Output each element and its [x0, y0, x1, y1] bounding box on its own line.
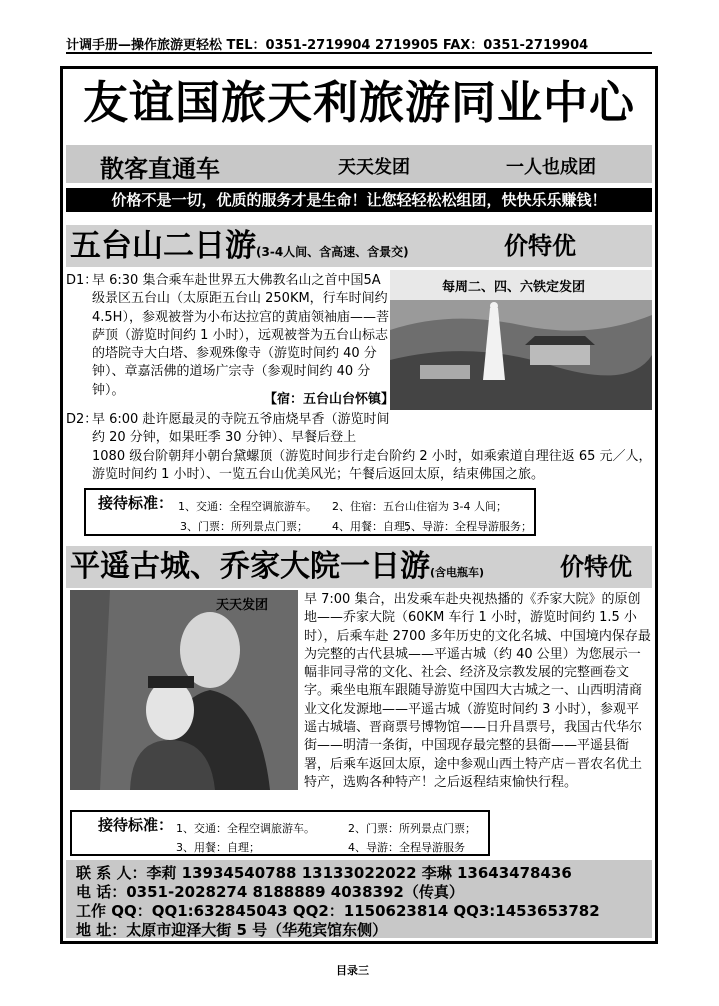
- tour1-std-item: 3、门票：所列景点门票；: [180, 520, 308, 533]
- contact-address-label: 地 址：: [76, 921, 127, 939]
- contact-phone-value: 0351-2028274 8188889 4038392（传真）: [126, 883, 464, 901]
- contact-qq-row: [76, 900, 600, 921]
- slogan-bar: 价格不是一切，优质的服务才是生命！让您轻轻松松组团，快快乐乐赚钱！: [66, 188, 652, 212]
- tour1-temple-photo: [390, 270, 652, 410]
- header-contact-line: 计调手册—操作旅游更轻松 TEL：0351-2719904 2719905 FAX：0351-2719904: [66, 34, 652, 54]
- tour2-std-item: 3、用餐：自理；: [176, 841, 260, 854]
- contact-phone-label: 电 话：: [76, 883, 127, 901]
- tour2-photo-caption: 天天发团: [216, 598, 269, 613]
- tour1-std-item: 4、用餐：自理；: [332, 520, 416, 533]
- tour1-std-item: 5、导游：全程导游服务；: [404, 520, 532, 533]
- contact-qq-label: 工作 QQ：: [76, 902, 152, 920]
- contact-person-row: [76, 862, 572, 883]
- contact-person-value: 李莉 13934540788 13133022022 李琳 13643478436: [146, 864, 572, 882]
- tour2-title-band: [66, 546, 652, 588]
- tour2-price: 价特优: [560, 553, 632, 581]
- tour1-day1-text: 早 6:30 集合乘车赴世界五大佛教名山之首中国5A 级景区五台山（太原距五台山 250KM，行车时间约 4.5H），参观被誉为小布达拉宫的黄庙领袖庙——菩萨顶（游览时间约 1 小时），远观被誉为五台山标志的塔院寺大白塔、参观殊像寺（游览时间约 40 分钟）、章嘉活佛的道场广宗寺（参观时间约 40 分钟）。: [92, 273, 389, 398]
- contact-address-value: 太原市迎泽大街 5 号（华苑宾馆东侧）: [126, 921, 388, 939]
- band-daily-departure: 天天发团: [338, 157, 410, 178]
- band-single-traveler: 一人也成团: [506, 157, 596, 178]
- tour1-standards-box: [84, 488, 536, 536]
- tour1-photo-caption: 每周二、四、六铁定发团: [442, 280, 586, 295]
- page-label: 目录三: [336, 964, 369, 977]
- tour1-day1: [66, 272, 392, 400]
- contact-block: [66, 860, 652, 938]
- tour1-std-item: 2、住宿：五台山住宿为 3-4 人间；: [332, 500, 507, 513]
- tour2-std-item: 4、导游：全程导游服务: [348, 841, 465, 854]
- service-band: [66, 145, 652, 183]
- contact-qq-value: QQ1:632845043 QQ2：1150623814 QQ3:1453653782: [151, 902, 600, 920]
- tour1-day2: [66, 411, 392, 448]
- tour1-day2-label: D2：: [66, 412, 98, 427]
- tour1-std-item: 1、交通：全程空调旅游车。: [178, 500, 317, 513]
- tour1-stay: 【宿：五台山台怀镇】: [264, 392, 395, 407]
- tour2-text: 早 7:00 集合，出发乘车赴央视热播的《乔家大院》的原创地——乔家大院（60KM 车行 1 小时，游览时间约 1.5 小时），后乘车赴 2700 多年历史的文化名城、中国境内保存最为完整的古代县城——平遥古城（约 40 公里）为您展示一幅非同寻常的文化、社会、经济及宗教发展的完整画卷文字。乘坐电瓶车跟随导游览中国四大古城之一、山西明清商业文化发源地——平遥古城（游览时间约 3 小时），参观平遥古城墙、晋商票号博物馆——日升昌票号，我国古代华尔街——明清一条街，中国现存最完整的县衙——平遥县衙署，后乘车返回太原，途中参观山西土特产店－晋农名优土特产，选购各种特产！之后返程结束愉快行程。: [304, 592, 651, 790]
- tour1-price: 价特优: [504, 232, 576, 260]
- band-direct-bus: 散客直通车: [100, 155, 220, 183]
- tour2-standards-label: 接待标准：: [98, 816, 174, 834]
- tour2-subtitle: (含电瓶车): [430, 566, 485, 579]
- tour1-day2-text-b: 1080 级台阶朝拜小朝台黛螺顶（游览时间步行走台阶约 2 小时，如乘索道自理往返 65 元／人，游览时间约 1 小时）、一览五台山优美风光；午餐后返回太原，结束佛国之旅。: [92, 449, 652, 483]
- tour1-day1-label: D1：: [66, 273, 98, 288]
- tour1-day2-text-a: 早 6:00 赴许愿最灵的寺院五爷庙烧早香（游览时间约 20 分钟，如果旺季 30 分钟）、早餐后登上: [92, 412, 390, 446]
- tour1-title: 五台山二日游(3-4人间、含高速、含景交): [70, 228, 409, 264]
- contact-person-label: 联 系 人：: [76, 864, 147, 882]
- tour2-portrait-photo: [70, 590, 298, 790]
- tour1-subtitle: (3-4人间、含高速、含景交): [256, 245, 409, 259]
- contact-phone-row: [76, 881, 464, 902]
- tour2-title: 平遥古城、乔家大院一日游(含电瓶车): [70, 549, 485, 584]
- tour1-standards-label: 接待标准：: [98, 494, 174, 512]
- tour1-title-band: [66, 225, 652, 267]
- tour2-std-item: 2、门票：所列景点门票；: [348, 822, 476, 835]
- agency-title: 友谊国旅天利旅游同业中心: [82, 76, 635, 129]
- contact-address-row: [76, 919, 387, 940]
- portrait-illustration: [70, 590, 298, 790]
- tour2-std-item: 1、交通：全程空调旅游车。: [176, 822, 315, 835]
- tour2-standards-box: [70, 810, 490, 856]
